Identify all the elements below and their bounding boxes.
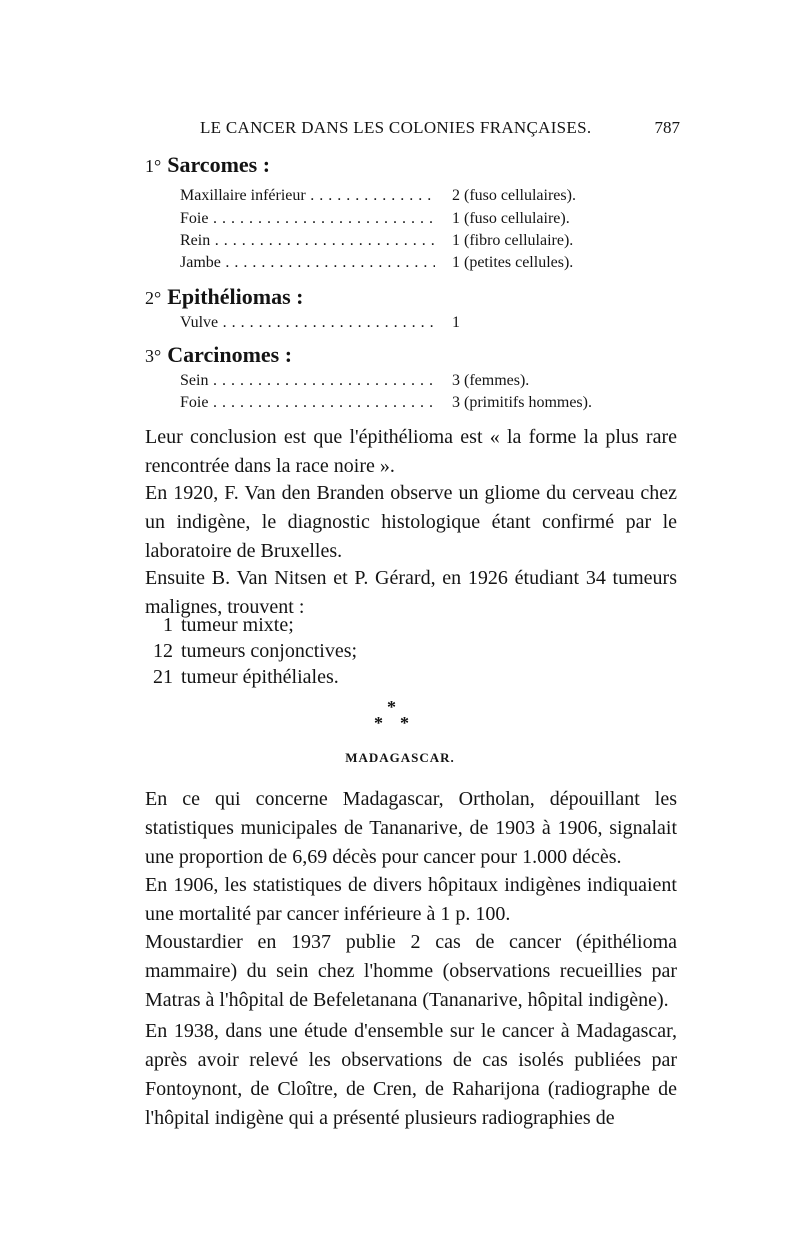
- section-number: 3°: [145, 346, 162, 366]
- row-value: 1 (petites cellules).: [452, 254, 574, 271]
- asterism-star: *: [374, 713, 383, 733]
- list-item: [145, 666, 339, 689]
- section-heading-sarcomes: [145, 152, 270, 178]
- asterism: [362, 697, 422, 737]
- row-label: Vulve . . .: [180, 314, 435, 332]
- paragraph: Ensuite B. Van Nitsen et P. Gérard, en 1926 étudiant 34 tumeurs malignes, trouvent :: [145, 567, 677, 618]
- list-item: [145, 640, 357, 663]
- list-item: [145, 614, 294, 637]
- paragraph: En 1938, dans une étude d'ensemble sur le cancer à Madagascar, après avoir relevé les observations de cas isolés publiées par Fontoynont, de Cloître, de Cren, de Raharijona (radiographe de l'hôpital indigène qui a présenté plusieurs radiographies de: [145, 1020, 677, 1129]
- row-label: Foie . . .: [180, 210, 435, 228]
- row-label: Sein . . .: [180, 372, 435, 390]
- section-heading-carcinomes: [145, 342, 292, 368]
- row-label: Maxillaire inférieur . . .: [180, 187, 435, 205]
- list-text: tumeur épithéliales.: [181, 666, 339, 688]
- section-number: 1°: [145, 156, 162, 176]
- section-heading-epitheliomas: [145, 284, 304, 310]
- row-label: Jambe . . .: [180, 254, 435, 272]
- section-subheading: MADAGASCAR.: [345, 750, 455, 765]
- list-text: tumeur mixte;: [181, 614, 294, 636]
- row-label: Rein . . .: [180, 232, 435, 250]
- paragraph: En ce qui concerne Madagascar, Ortholan, dépouillant les statistiques municipales de Tananarive, de 1903 à 1906, signalait une proportion de 6,69 décès pour cancer pour 1.000 décès.: [145, 788, 677, 868]
- list-count: 12: [153, 640, 173, 662]
- row-value: 2 (fuso cellulaires).: [452, 187, 576, 204]
- paragraph: En 1906, les statistiques de divers hôpitaux indigènes indiquaient une mortalité par cancer inférieure à 1 p. 100.: [145, 874, 677, 925]
- section-title: Epithéliomas :: [167, 284, 304, 309]
- row-label: Foie . . .: [180, 394, 435, 412]
- running-head-title: LE CANCER DANS LES COLONIES FRANÇAISES.: [200, 118, 592, 137]
- row-value: 3 (femmes).: [452, 372, 530, 389]
- paragraph: Moustardier en 1937 publie 2 cas de cancer (épithélioma mammaire) du sein chez l'homme (observations recueillies par Matras à l'hôpital de Befeletanana (Tananarive, hôpital indigène).: [145, 931, 677, 1011]
- asterism-star: *: [400, 713, 409, 733]
- paragraph: En 1920, F. Van den Branden observe un gliome du cerveau chez un indigène, le diagnostic histologique étant confirmé par le laboratoire de Bruxelles.: [145, 482, 677, 562]
- row-value: 1: [452, 314, 460, 331]
- running-head: [200, 118, 680, 144]
- list-text: tumeurs conjonctives;: [181, 640, 358, 662]
- row-value: 3 (primitifs hommes).: [452, 394, 592, 411]
- list-count: 1: [163, 614, 173, 636]
- row-value: 1 (fuso cellulaire).: [452, 210, 570, 227]
- list-count: 21: [153, 666, 173, 688]
- row-value: 1 (fibro cellulaire).: [452, 232, 574, 249]
- asterism-star: *: [387, 697, 396, 717]
- section-title: Sarcomes :: [167, 152, 271, 177]
- section-number: 2°: [145, 288, 162, 308]
- paragraph: Leur conclusion est que l'épithélioma est « la forme la plus rare rencontrée dans la race noire ».: [145, 426, 677, 477]
- page-number: 787: [654, 118, 680, 137]
- section-title: Carcinomes :: [167, 342, 293, 367]
